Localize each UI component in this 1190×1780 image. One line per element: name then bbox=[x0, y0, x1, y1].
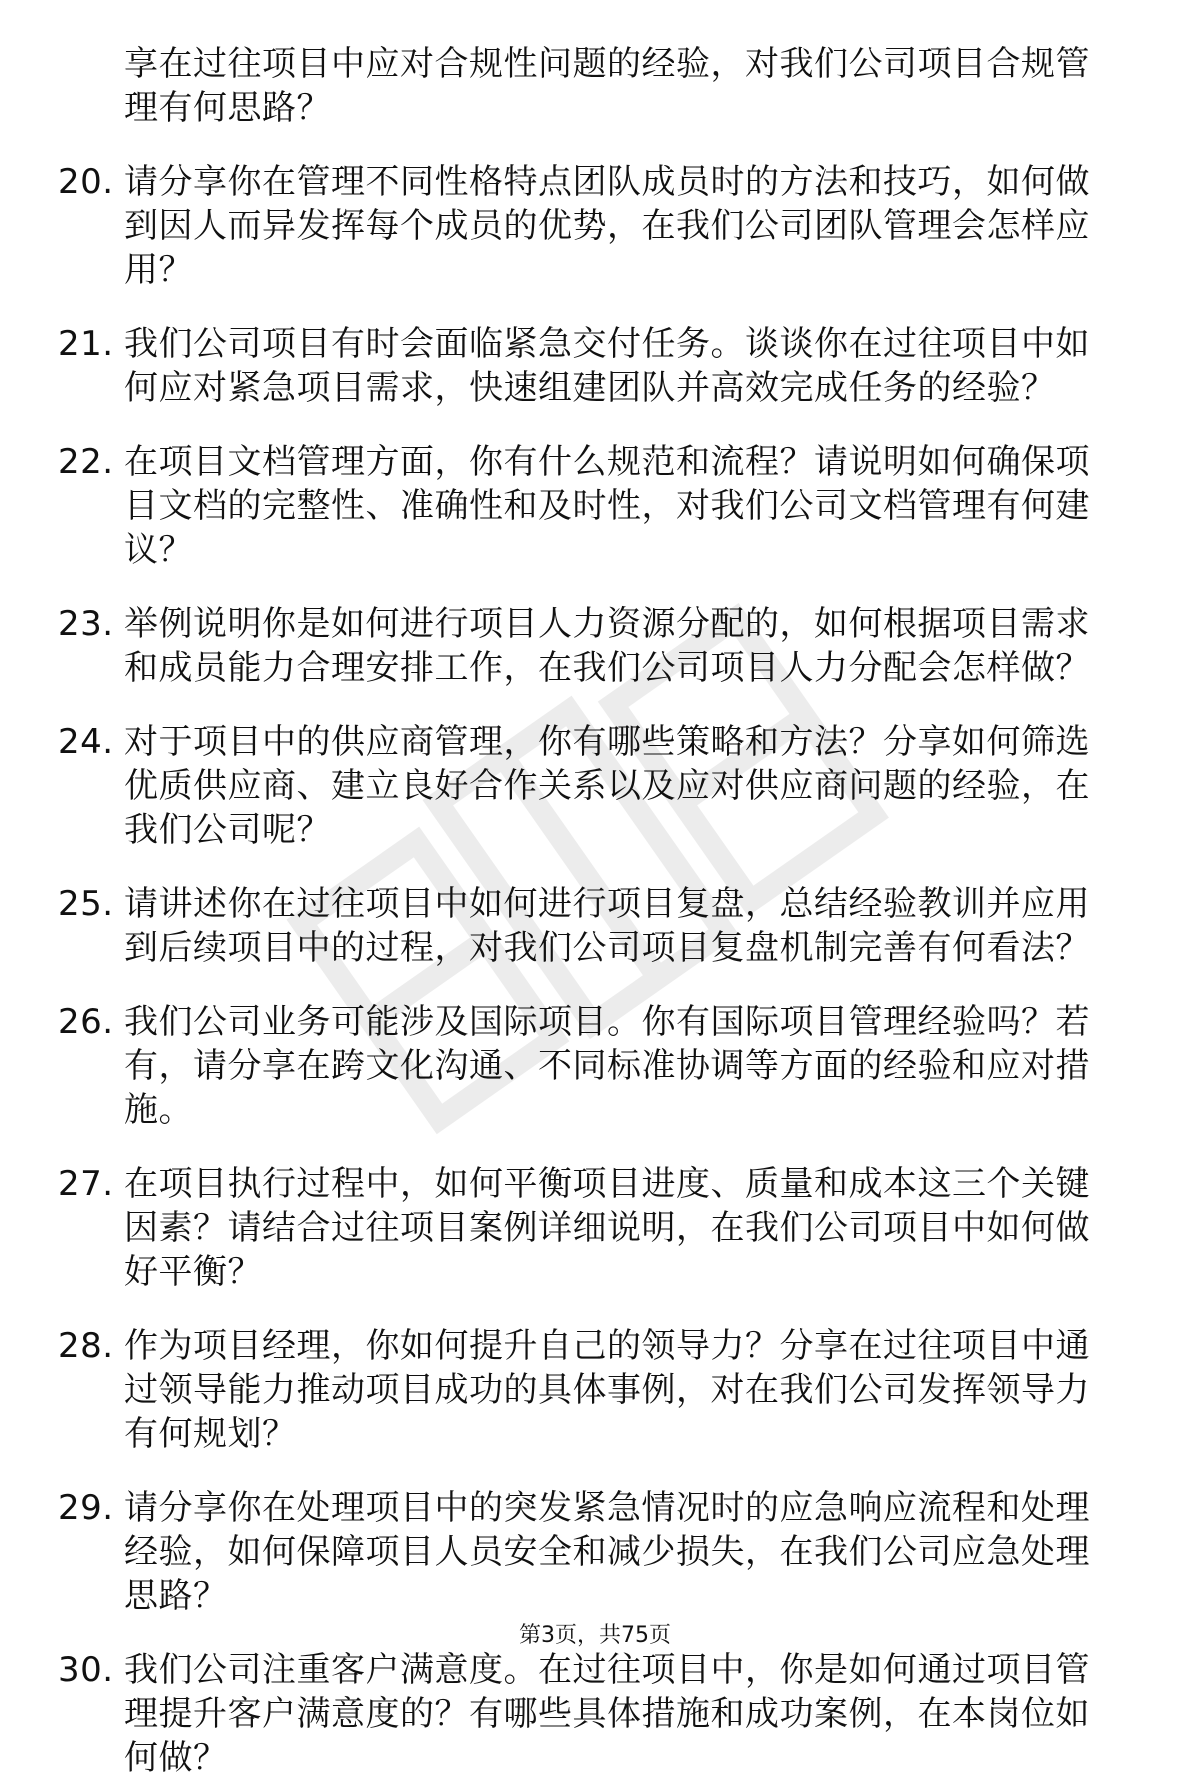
page-number-footer: 第3页，共75页 bbox=[519, 1623, 671, 1648]
question-text: 请分享你在处理项目中的突发紧急情况时的应急响应流程和处理经验，如何保障项目人员安全和减少损失，在我们公司应急处理思路？ bbox=[124, 1488, 1090, 1616]
question-number: 27. bbox=[58, 1164, 114, 1204]
question-text: 在项目文档管理方面，你有什么规范和流程？请说明如何确保项目文档的完整性、准确性和及时性，对我们公司文档管理有何建议？ bbox=[124, 442, 1090, 570]
list-item bbox=[58, 440, 1108, 572]
question-number: 20. bbox=[58, 162, 114, 202]
question-text: 我们公司业务可能涉及国际项目。你有国际项目管理经验吗？若有，请分享在跨文化沟通、不同标准协调等方面的经验和应对措施。 bbox=[124, 1002, 1090, 1130]
question-number: 23. bbox=[58, 604, 114, 644]
question-number: 26. bbox=[58, 1002, 114, 1042]
question-text: 请分享你在管理不同性格特点团队成员时的方法和技巧，如何做到因人而异发挥每个成员的优势，在我们公司团队管理会怎样应用？ bbox=[124, 162, 1090, 290]
question-number: 30. bbox=[58, 1650, 114, 1690]
list-item bbox=[58, 1162, 1108, 1294]
list-item bbox=[58, 602, 1108, 690]
list-item bbox=[58, 1324, 1108, 1456]
question-text: 我们公司项目有时会面临紧急交付任务。谈谈你在过往项目中如何应对紧急项目需求，快速组建团队并高效完成任务的经验？ bbox=[124, 324, 1090, 408]
question-list bbox=[58, 160, 1108, 1780]
question-number: 25. bbox=[58, 884, 114, 924]
question-text: 请讲述你在过往项目中如何进行项目复盘，总结经验教训并应用到后续项目中的过程，对我们公司项目复盘机制完善有何看法？ bbox=[124, 884, 1090, 968]
question-number: 22. bbox=[58, 442, 114, 482]
question-number: 21. bbox=[58, 324, 114, 364]
question-number: 28. bbox=[58, 1326, 114, 1366]
list-item bbox=[58, 160, 1108, 292]
continued-question-text: 享在过往项目中应对合规性问题的经验，对我们公司项目合规管理有何思路？ bbox=[124, 44, 1090, 128]
question-text: 举例说明你是如何进行项目人力资源分配的，如何根据项目需求和成员能力合理安排工作，在我们公司项目人力分配会怎样做？ bbox=[124, 604, 1090, 688]
question-text: 作为项目经理，你如何提升自己的领导力？分享在过往项目中通过领导能力推动项目成功的具体事例，对在我们公司发挥领导力有何规划？ bbox=[124, 1326, 1090, 1454]
question-number: 24. bbox=[58, 722, 114, 762]
list-item bbox=[58, 322, 1108, 410]
list-item bbox=[58, 1648, 1108, 1780]
question-text: 在项目执行过程中，如何平衡项目进度、质量和成本这三个关键因素？请结合过往项目案例详细说明，在我们公司项目中如何做好平衡？ bbox=[124, 1164, 1090, 1292]
question-text: 我们公司注重客户满意度。在过往项目中，你是如何通过项目管理提升客户满意度的？有哪些具体措施和成功案例，在本岗位如何做？ bbox=[124, 1650, 1090, 1778]
document-body bbox=[58, 42, 1108, 1780]
list-item bbox=[58, 882, 1108, 970]
question-number: 29. bbox=[58, 1488, 114, 1528]
question-text: 对于项目中的供应商管理，你有哪些策略和方法？分享如何筛选优质供应商、建立良好合作关系以及应对供应商问题的经验，在我们公司呢？ bbox=[124, 722, 1090, 850]
list-item bbox=[58, 720, 1108, 852]
list-item bbox=[58, 1486, 1108, 1618]
list-item bbox=[58, 1000, 1108, 1132]
